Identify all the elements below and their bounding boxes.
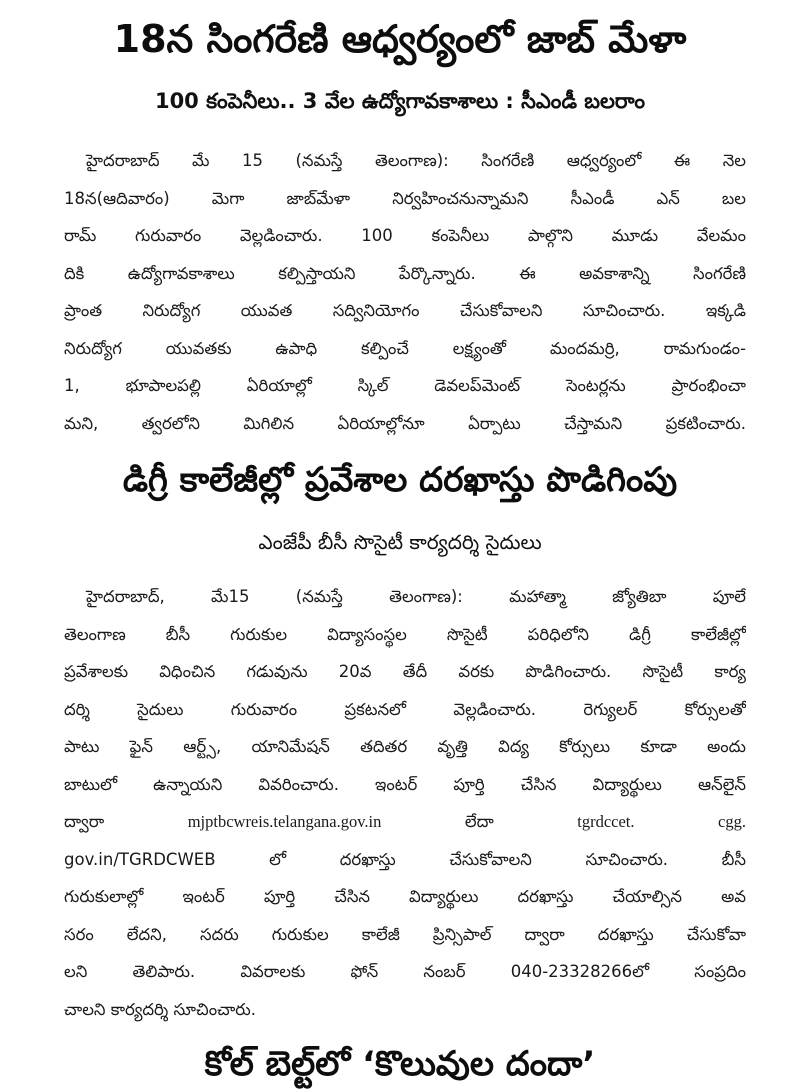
article3-headline: కోల్ బెల్ట్‌లో ‘కొలువుల దందా’ (204, 1044, 596, 1084)
article2-line: లని తెలిపారు. వివరాలకు ఫోన్ నంబర్ 040-23328266లో సంప్రదిం (64, 962, 746, 981)
article1-line: 1, భూపాలపల్లి ఏరియాల్లో స్కిల్ డెవలప్‌మెంట్ సెంటర్లను ప్రారంభించా (64, 376, 746, 395)
article1-line: హైదరాబాద్ మే 15 (నమస్తే తెలంగాణ): సింగరేణి ఆధ్వర్యంలో ఈ నెల (86, 151, 746, 170)
article2-line: తెలంగాణ బీసీ గురుకుల విద్యాసంస్థల సొసైటీ పరిధిలోని డిగ్రీ కాలేజీల్లో (64, 624, 746, 644)
article1-subheadline: 100 కంపెనీలు.. 3 వేల ఉద్యోగావకాశాలు : సీఎండీ బలరాం (154, 89, 646, 113)
article2-line: దర్శి సైదులు గురువారం ప్రకటనలో వెల్లడించారు. రెగ్యులర్ కోర్సులతో (64, 699, 746, 719)
article1-line: నిరుద్యోగ యువతకు ఉపాధి కల్పించే లక్ష్యంతో మందమర్రి, రామగుండం- (64, 338, 746, 358)
article2-subheadline: ఎంజేపీ బీసీ సొసైటీ కార్యదర్శి సైదులు (258, 530, 542, 554)
article2-line: హైదరాబాద్, మే15 (నమస్తే తెలంగాణ): మహాత్మా జ్యోతిబా పూలే (86, 587, 746, 606)
article2-headline: డిగ్రీ కాలేజీల్లో ప్రవేశాల దరఖాస్తు పొడిగింపు (122, 460, 678, 500)
article1-line: దికి ఉద్యోగావకాశాలు కల్పిస్తాయని పేర్కొన్నారు. ఈ అవకాశాన్ని సింగరేణి (64, 263, 746, 283)
article2-line: ద్వారా mjptbcwreis.telangana.gov.in లేదా tgrdccet. cgg. (64, 812, 746, 831)
article2-body (64, 578, 746, 1028)
article1-line: ప్రాంత నిరుద్యోగ యువత సద్వినియోగం చేసుకోవాలని సూచించారు. ఇక్కడి (64, 301, 746, 320)
article1-line: రామ్ గురువారం వెల్లడించారు. 100 కంపెనీలు పాల్గొని మూడు వేలమం (64, 226, 746, 245)
article1-body (64, 142, 746, 442)
article1-headline: 18న సింగరేణి ఆధ్వర్యంలో జాబ్ మేళా (113, 17, 687, 61)
article2-line: gov.in/TGRDCWEB లో దరఖాస్తు చేసుకోవాలని సూచించారు. బీసీ (64, 849, 746, 869)
article2-line: గురుకులాల్లో ఇంటర్ పూర్తి చేసిన విద్యార్థులు దరఖాస్తు చేయాల్సిన అవ (64, 887, 746, 906)
article2-line: బాటులో ఉన్నాయని వివరించారు. ఇంటర్ పూర్తి చేసిన విద్యార్థులు ఆన్‌లైన్ (64, 774, 746, 794)
article2-line: సరం లేదని, సదరు గురుకుల కాలేజీ ప్రిన్సిపాల్ ద్వారా దరఖాస్తు చేసుకోవా (64, 924, 746, 944)
article2-line: ప్రవేశాలకు విధించిన గడువును 20వ తేదీ వరకు పొడిగించారు. సొసైటీ కార్య (64, 662, 746, 681)
article1-line: మని, త్వరలోని మిగిలిన ఏరియాల్లోనూ ఏర్పాటు చేస్తామని ప్రకటించారు. (64, 413, 746, 433)
article1-line: 18న(ఆదివారం) మెగా జాబ్‌మేళా నిర్వహించనున్నామని సీఎండీ ఎన్ బల (64, 188, 746, 208)
article2-line: పాటు ఫైన్ ఆర్ట్స్, యానిమేషన్ తదితర వృత్తి విద్య కోర్సులు కూడా అందు (64, 737, 746, 756)
article2-line: చాలని కార్యదర్శి సూచించారు. (64, 999, 257, 1019)
